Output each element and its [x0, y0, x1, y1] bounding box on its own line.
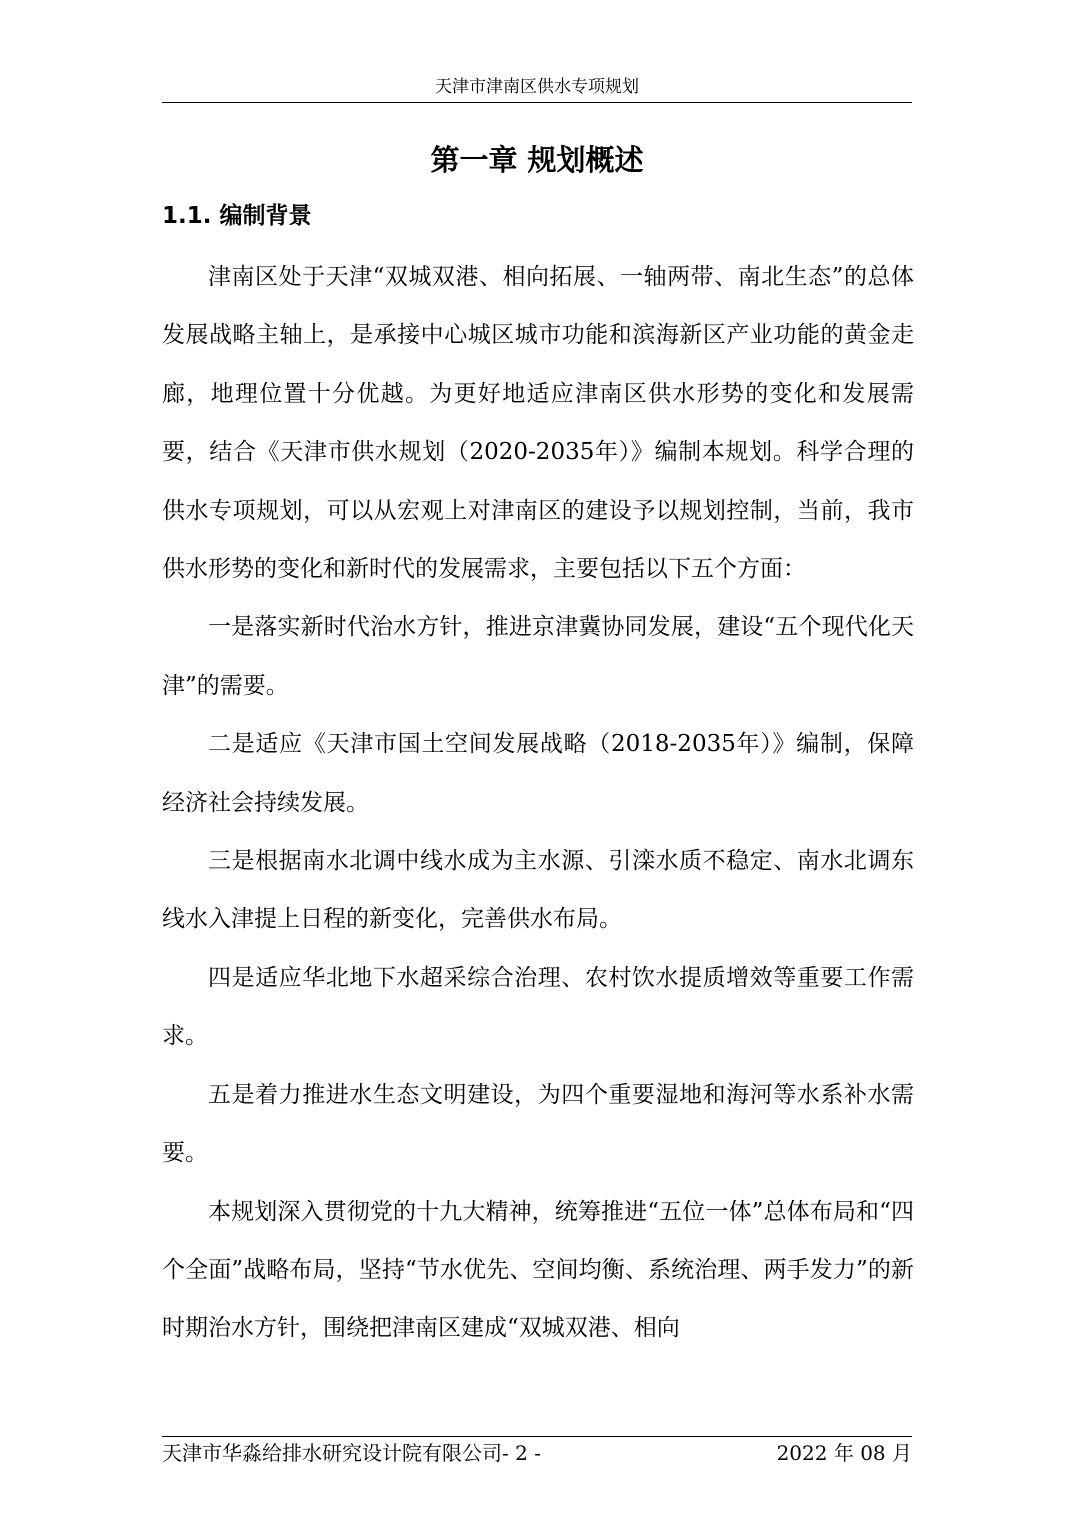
footer-company-page: 天津市华淼给排水研究设计院有限公司- 2 - — [162, 1441, 541, 1465]
paragraph: 一是落实新时代治水方针，推进京津冀协同发展，建设“五个现代化天津”的需要。 — [162, 614, 914, 699]
page-header-title: 天津市津南区供水专项规划 — [435, 77, 639, 97]
paragraph: 五是着力推进水生态文明建设，为四个重要湿地和海河等水系补水需要。 — [162, 1081, 914, 1167]
body-text — [162, 248, 914, 1358]
paragraph: 津南区处于天津“双城双港、相向拓展、一轴两带、南北生态”的总体发展战略主轴上，是承接中心城区城市功能和滨海新区产业功能的黄金走廊，地理位置十分优越。为更好地适应津南区供水形势的变化和发展需要，结合《天津市供水规划（2020-2035年）》编制本规划。科学合理的供水专项规划，可以从宏观上对津南区的建设予以规划控制，当前，我市供水形势的变化和新时代的发展需求，主要包括以下五个方面： — [162, 264, 914, 583]
footer-divider — [162, 1436, 912, 1437]
chapter-title: 第一章 规划概述 — [430, 143, 644, 177]
header-divider — [162, 102, 912, 103]
paragraph: 四是适应华北地下水超采综合治理、农村饮水提质增效等重要工作需求。 — [162, 964, 914, 1050]
section-heading: 1.1. 编制背景 — [162, 203, 312, 229]
paragraph: 三是根据南水北调中线水成为主水源、引滦水质不稳定、南水北调东线水入津提上日程的新变化，完善供水布局。 — [162, 848, 914, 933]
paragraph: 本规划深入贯彻党的十九大精神，统筹推进“五位一体”总体布局和“四个全面”战略布局，坚持“节水优先、空间均衡、系统治理、两手发力”的新时期治水方针，围绕把津南区建成“双城双港、相向 — [162, 1198, 914, 1342]
footer-date: 2022 年 08 月 — [776, 1441, 912, 1465]
paragraph: 二是适应《天津市国土空间发展战略（2018-2035年）》编制，保障经济社会持续发展。 — [162, 731, 914, 816]
